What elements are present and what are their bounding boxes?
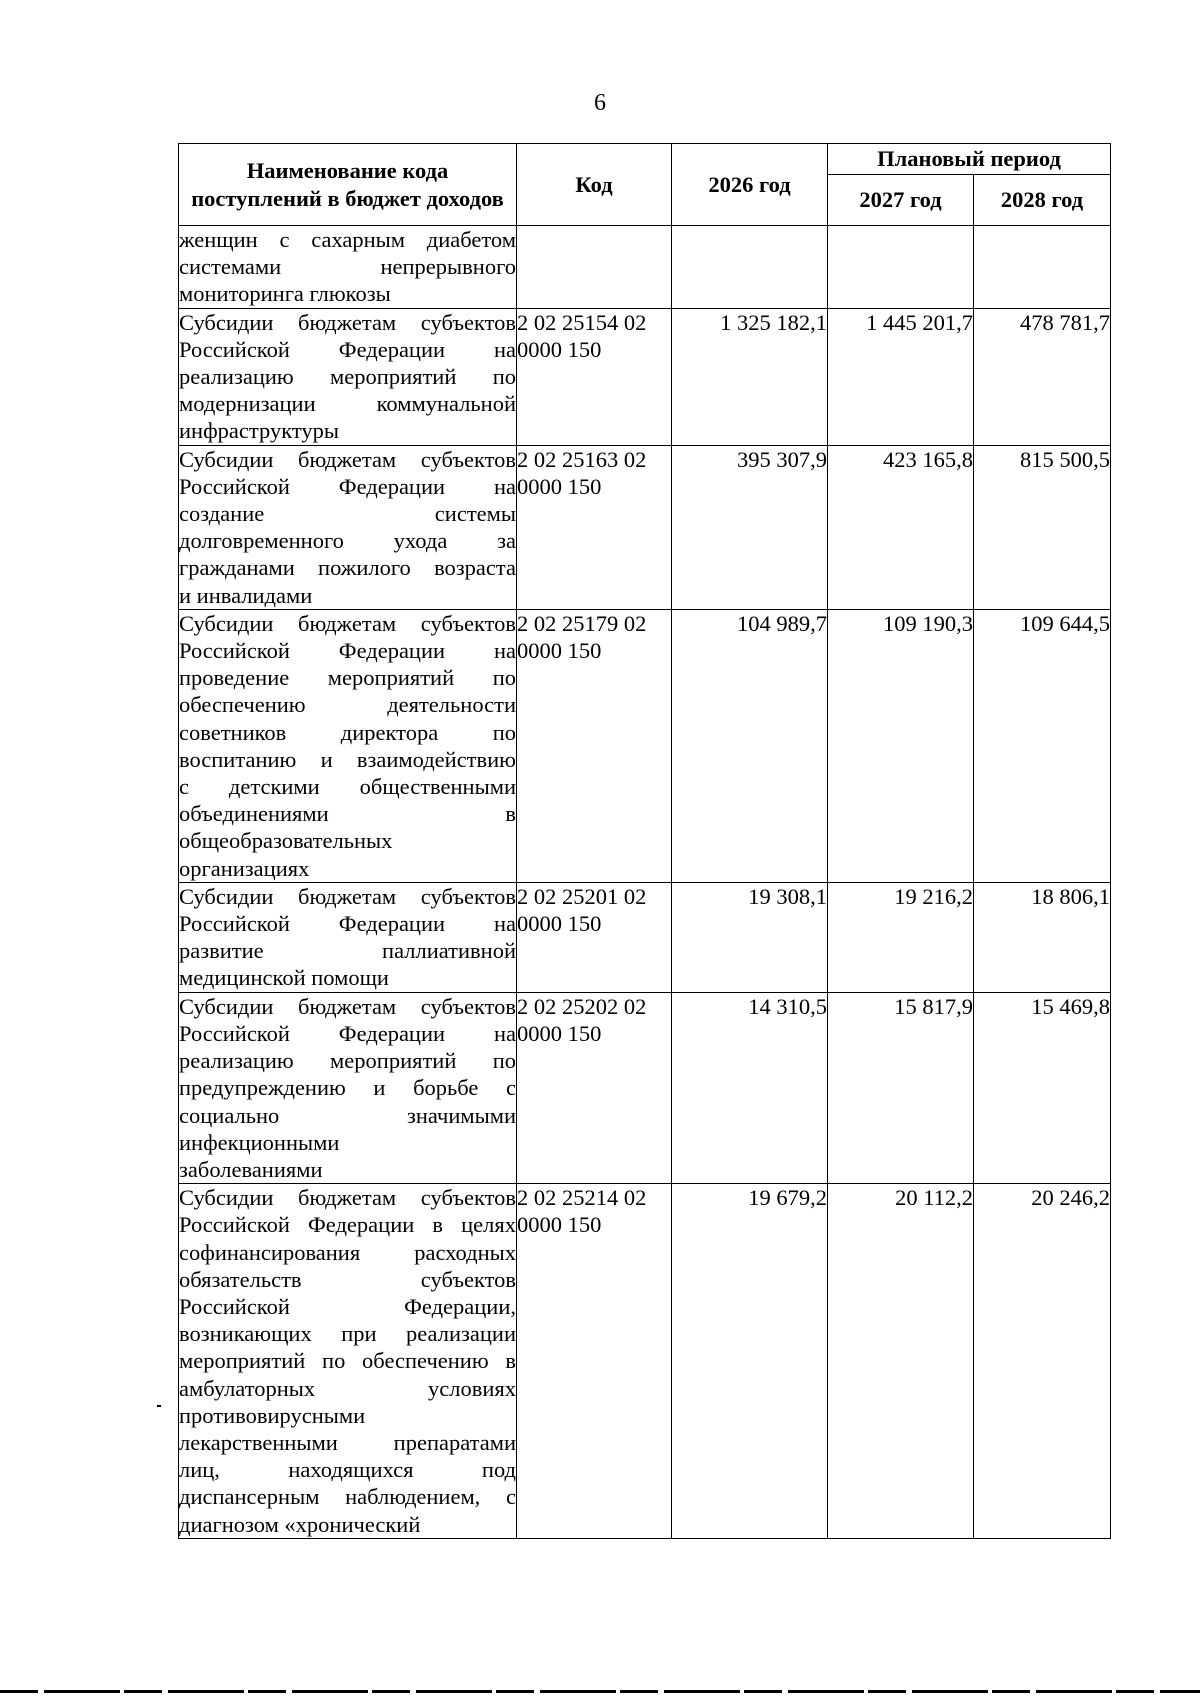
name-line: обеспечению деятельности (179, 692, 516, 718)
table-row (179, 226, 1111, 309)
name-line: долговременного ухода за (179, 528, 516, 554)
name-line: с детскими общественными (179, 774, 516, 800)
cell-value-2027 (828, 226, 974, 309)
cell-revenue-name (179, 992, 517, 1183)
cell-code: 2 02 25179 02 0000 150 (517, 609, 672, 882)
name-line: системами непрерывного (179, 254, 516, 280)
cell-value-2027: 109 190,3 (828, 609, 974, 882)
cell-value-2028: 478 781,7 (974, 308, 1111, 445)
cell-value-2028: 815 500,5 (974, 445, 1111, 609)
name-line: Субсидии бюджетам субъектов (179, 883, 516, 909)
header-name: Наименование кода поступлений в бюджет доходов (179, 144, 517, 226)
name-line: развитие паллиативной (179, 938, 516, 964)
name-line: общеобразовательных (179, 828, 393, 854)
name-line: возникающих при реализации (179, 1321, 516, 1347)
cell-value-2026: 104 989,7 (672, 609, 828, 882)
name-line: предупреждению и борьбе с (179, 1075, 516, 1101)
cell-revenue-name (179, 609, 517, 882)
name-line: реализацию мероприятий по (179, 364, 516, 390)
name-line: Российской Федерации, (179, 1293, 516, 1319)
header-2028: 2028 год (974, 175, 1111, 226)
name-line: диагнозом «хронический (179, 1511, 421, 1537)
table-row (179, 1184, 1111, 1539)
name-line: Субсидии бюджетам субъектов (179, 309, 516, 335)
cell-revenue-name (179, 1184, 517, 1539)
name-line: амбулаторных условиях (179, 1375, 516, 1401)
name-line: Субсидии бюджетам субъектов (179, 1185, 516, 1211)
name-line: мониторинга глюкозы (179, 281, 391, 307)
cell-value-2026: 1 325 182,1 (672, 308, 828, 445)
scan-edge-line (0, 1690, 1200, 1693)
scan-mark (157, 1405, 161, 1407)
name-line: Российской Федерации на (179, 336, 516, 362)
cell-value-2027: 423 165,8 (828, 445, 974, 609)
name-line: Субсидии бюджетам субъектов (179, 993, 516, 1019)
table-row (179, 609, 1111, 882)
table-body (179, 226, 1111, 1539)
cell-revenue-name (179, 308, 517, 445)
name-line: Субсидии бюджетам субъектов (179, 610, 516, 636)
name-line: медицинской помощи (179, 965, 389, 991)
name-line: лиц, находящихся под (179, 1457, 516, 1483)
cell-code: 2 02 25154 02 0000 150 (517, 308, 672, 445)
name-line: советников директора по (179, 719, 516, 745)
name-line: софинансирования расходных (179, 1239, 516, 1265)
cell-value-2028 (974, 226, 1111, 309)
cell-value-2027: 19 216,2 (828, 882, 974, 992)
name-line: модернизации коммунальной (179, 391, 516, 417)
cell-value-2027: 1 445 201,7 (828, 308, 974, 445)
name-line: социально значимыми (179, 1102, 516, 1128)
cell-value-2026: 395 307,9 (672, 445, 828, 609)
name-line: воспитанию и взаимодействию (179, 746, 516, 772)
table-row (179, 882, 1111, 992)
header-2027: 2027 год (828, 175, 974, 226)
revenue-table (178, 143, 1111, 1539)
name-line: Российской Федерации в целях (179, 1212, 516, 1238)
name-line: Российской Федерации на (179, 638, 516, 664)
cell-value-2027: 15 817,9 (828, 992, 974, 1183)
header-code: Код (517, 144, 672, 226)
header-2026: 2026 год (672, 144, 828, 226)
cell-value-2026 (672, 226, 828, 309)
cell-value-2026: 14 310,5 (672, 992, 828, 1183)
name-line: заболеваниями (179, 1156, 323, 1182)
name-line: реализацию мероприятий по (179, 1048, 516, 1074)
cell-value-2026: 19 679,2 (672, 1184, 828, 1539)
cell-revenue-name (179, 226, 517, 309)
name-line: диспансерным наблюдением, с (179, 1484, 516, 1510)
cell-code (517, 226, 672, 309)
name-line: объединениями в (179, 801, 516, 827)
name-line: Российской Федерации на (179, 473, 516, 499)
cell-revenue-name (179, 445, 517, 609)
cell-value-2028: 15 469,8 (974, 992, 1111, 1183)
table-row (179, 445, 1111, 609)
name-line: инфраструктуры (179, 418, 339, 444)
name-line: противовирусными (179, 1402, 366, 1428)
page-number: 6 (594, 90, 606, 116)
name-line: Субсидии бюджетам субъектов (179, 446, 516, 472)
cell-code: 2 02 25163 02 0000 150 (517, 445, 672, 609)
name-line: инфекционными (179, 1129, 340, 1155)
table-row (179, 992, 1111, 1183)
cell-code: 2 02 25202 02 0000 150 (517, 992, 672, 1183)
name-line: организациях (179, 855, 310, 881)
name-line: Российской Федерации на (179, 911, 516, 937)
cell-value-2026: 19 308,1 (672, 882, 828, 992)
name-line: Российской Федерации на (179, 1020, 516, 1046)
cell-value-2028: 20 246,2 (974, 1184, 1111, 1539)
name-line: женщин с сахарным диабетом (179, 227, 516, 252)
name-line: гражданами пожилого возраста (179, 555, 516, 581)
name-line: и инвалидами (179, 582, 313, 608)
name-line: лекарственными препаратами (179, 1429, 516, 1455)
table-row (179, 308, 1111, 445)
table-header (179, 144, 1111, 226)
cell-value-2027: 20 112,2 (828, 1184, 974, 1539)
cell-code: 2 02 25214 02 0000 150 (517, 1184, 672, 1539)
header-planned-period: Плановый период (828, 144, 1111, 175)
name-line: мероприятий по обеспечению в (179, 1348, 516, 1374)
cell-revenue-name (179, 882, 517, 992)
cell-value-2028: 109 644,5 (974, 609, 1111, 882)
cell-value-2028: 18 806,1 (974, 882, 1111, 992)
name-line: создание системы (179, 501, 516, 527)
name-line: проведение мероприятий по (179, 665, 516, 691)
name-line: обязательств субъектов (179, 1266, 516, 1292)
cell-code: 2 02 25201 02 0000 150 (517, 882, 672, 992)
